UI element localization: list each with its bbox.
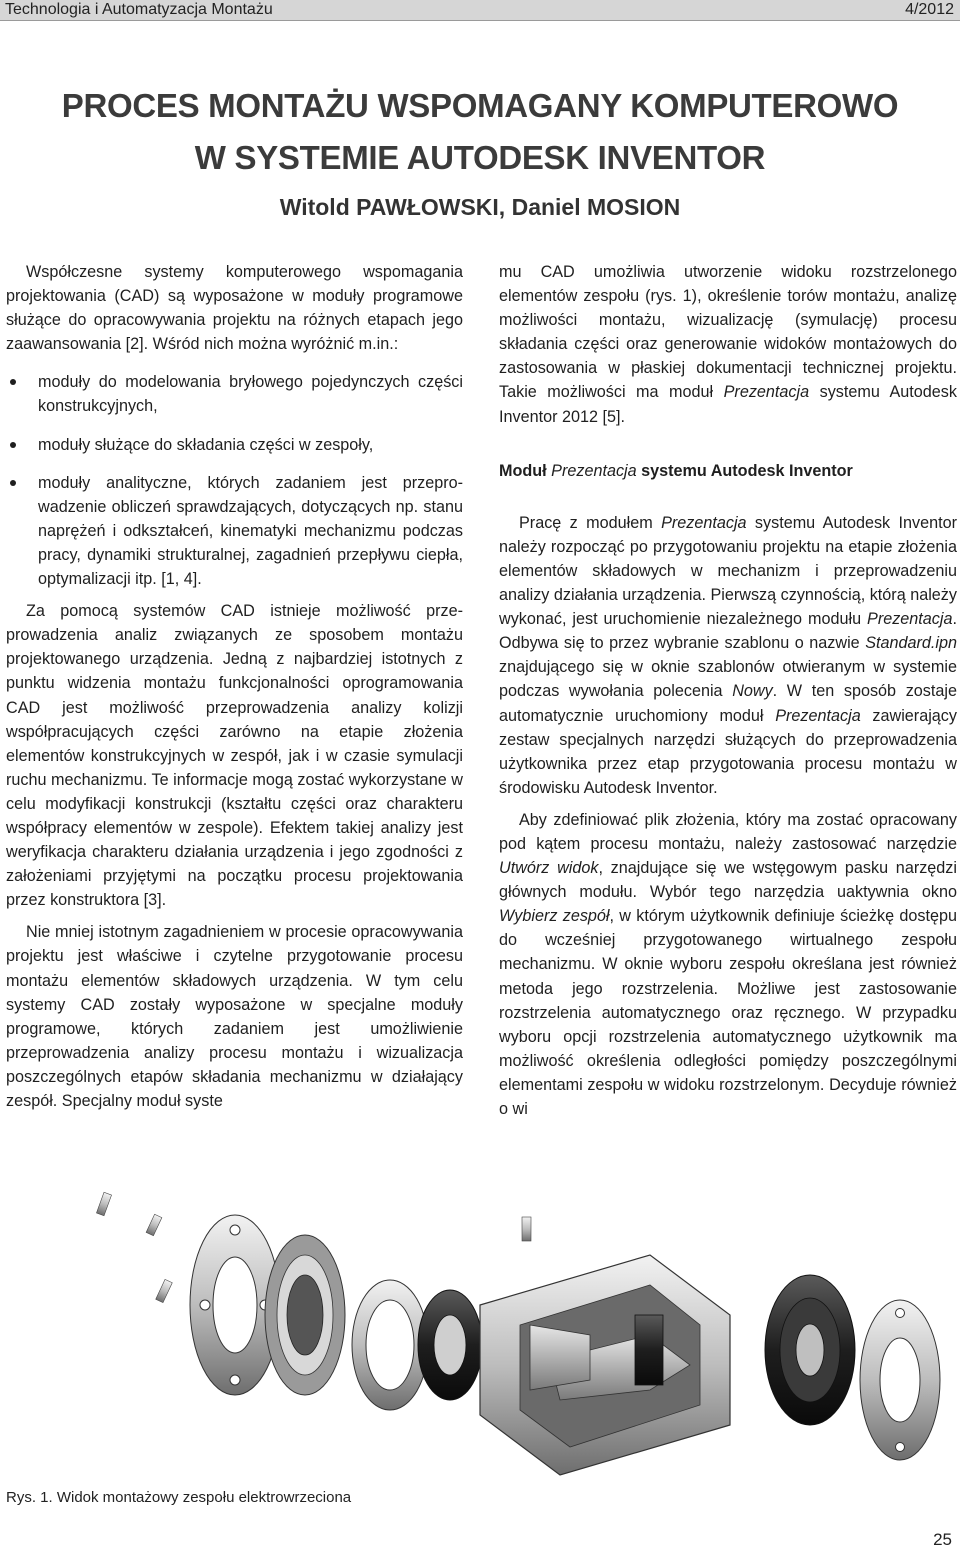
paper-title xyxy=(0,80,960,184)
left-column xyxy=(6,260,463,1113)
title-line-2: W SYSTEMIE AUTODESK INVENTOR xyxy=(194,139,766,176)
section-heading: Moduł Prezentacja systemu Autodesk Inventor xyxy=(499,461,853,480)
right-bearing xyxy=(765,1275,855,1425)
authors: Witold PAWŁOWSKI, Daniel MOSION xyxy=(279,194,681,220)
body-paragraph: Nie mniej istotnym zagadnieniem w procesie opracowywania projektu jest właściwe i czytelne przygotowanie procesu montażu elementów składowych urządzenia. W tym celu systemy CAD zostały wyposażone w specjalne moduły programowe, których zadaniem jest umożliwienie przeprowadzenia analizy procesu montażu i wizualizacja poszczególnych etapów składania mechanizmu w działający zespół. Specjalny moduł syste xyxy=(6,923,463,1110)
motor-housing xyxy=(480,1255,730,1475)
sleeve xyxy=(352,1280,428,1410)
body-paragraph: Aby zdefiniować plik złożenia, który ma zostać opracowany pod kątem procesu montażu, należy zastosować narzędzie Utwórz widok, znajdujące się we wstęgowym pasku narzędzi głównych modułu. Wybór tego narzędzia uaktywnia okno Wybierz zespół, w którym użytkownik definiuje ścieżkę dostępu do wcześniej przygotowanego wirtualnego zespołu mechanizmu. W oknie wyboru zespołu określana jest również metoda jego rozstrzelenia. Możliwe jest zastosowanie rozstrzelenia automatycznego oraz ręcznego. W przypadku wyboru opcji rozstrzelenia automatycznego użytkownik ma możliwość określenia odległości pomiędzy poszczególnymi elementami zespołu w widoku rozstrzelonym. Decyduje również o wi xyxy=(499,810,957,1118)
body-paragraph: Za pomocą systemów CAD istnieje możliwość przeprowadzenia analiz związanych ze sposobem montażu projektowanego urządzenia. Jedną z najbardziej istotnych z punktu widzenia montażu funkcjonalności oprogramowania CAD jest możliwość przeprowadzenia analizy kolizji współpracujących części zarówno na etapie złożenia elementów konstrukcyjnych w zespół, jak i w czasie symulacji ruchu mechanizmu. Te informacje mogą zostać wykorzystane w celu modyfikacji konstrukcji (kształtu części oraz charakteru współpracy elementów w zespole). Efektem takiej analizy jest weryfikacja charakteru działania urządzenia i jego zgodności z założeniami przyjętymi na początku procesu projektowania przez konstruktora [3]. xyxy=(6,602,463,910)
module-list xyxy=(6,370,463,591)
list-item: moduły służące do składania części w zespoły, xyxy=(6,433,463,457)
bearing-cage xyxy=(265,1235,345,1395)
intro-paragraph: Współczesne systemy komputerowego wspomagania projektowania (CAD) są wyposażone w moduły programowe służące do opracowywania projektu na różnych etapach jego zaawansowania [2]. Wśród nich można wyróżnić m.in.: xyxy=(6,263,463,354)
list-item: moduły do modelowania bryłowego pojedynczych części konstrukcyjnych, xyxy=(6,370,463,418)
spindle-cone xyxy=(530,1325,590,1390)
right-flange xyxy=(860,1300,940,1460)
exploded-view-figure xyxy=(90,1185,950,1480)
running-header xyxy=(0,0,960,21)
body-paragraph: Pracę z modułem Prezentacja systemu Autodesk Inventor należy rozpocząć po przygotowaniu projektu na etapie złożenia elementów składowych w mechanizm i przeprowadzeniu analizy działania urządzenia. Pierwszą czynnością, którą należy wykonać, jest uruchomienie niezależnego modułu Prezentacja. Odbywa się to przez wybranie szablonu o nazwie Standard.ipn znajdującego się w oknie szablonów otwieranym w systemie podczas wywołania polecenia Nowy. W ten sposób zostaje automatycznie uruchomiony moduł Prezentacja zawierający zestaw specjalnych narzędzi służących do przeprowadzenia użytkownika przez etap przygotowania procesu montażu w środowisku Autodesk Inventor. xyxy=(499,513,957,797)
title-line-1: PROCES MONTAŻU WSPOMAGANY KOMPUTEROWO xyxy=(61,87,899,124)
page-number: 25 xyxy=(933,1530,952,1549)
list-item: moduły analityczne, których zadaniem jest przeprowadzenie obliczeń sprawdzających, dotyczących np. stanu naprężeń i odkształceń, kinematyki mechanizmu podczas pracy, dynamiki strukturalnej, zagadnień przepływu ciepła, optymalizacji itp. [1, 4]. xyxy=(6,471,463,591)
figure-caption: Rys. 1. Widok montażowy zespołu elektrowrzeciona xyxy=(6,1489,352,1506)
issue-number: 4/2012 xyxy=(905,1,954,18)
body-paragraph: mu CAD umożliwia utworzenie widoku rozstrzelonego elementów zespołu (rys. 1), określenie torów montażu, analizę możliwości montażu, wizualizację (symulację) procesu składania części oraz generowanie widoków montażowych do zastosowania w płaskiej dokumentacji technicznej projektu. Takie możliwości ma moduł Prezentacja systemu Autodesk Inventor 2012 [5]. xyxy=(499,263,957,426)
spindle-assembly-illustration xyxy=(90,1185,950,1480)
seal-ring xyxy=(418,1290,482,1400)
journal-name: Technologia i Automatyzacja Montażu xyxy=(5,1,273,18)
right-column xyxy=(499,260,957,1121)
